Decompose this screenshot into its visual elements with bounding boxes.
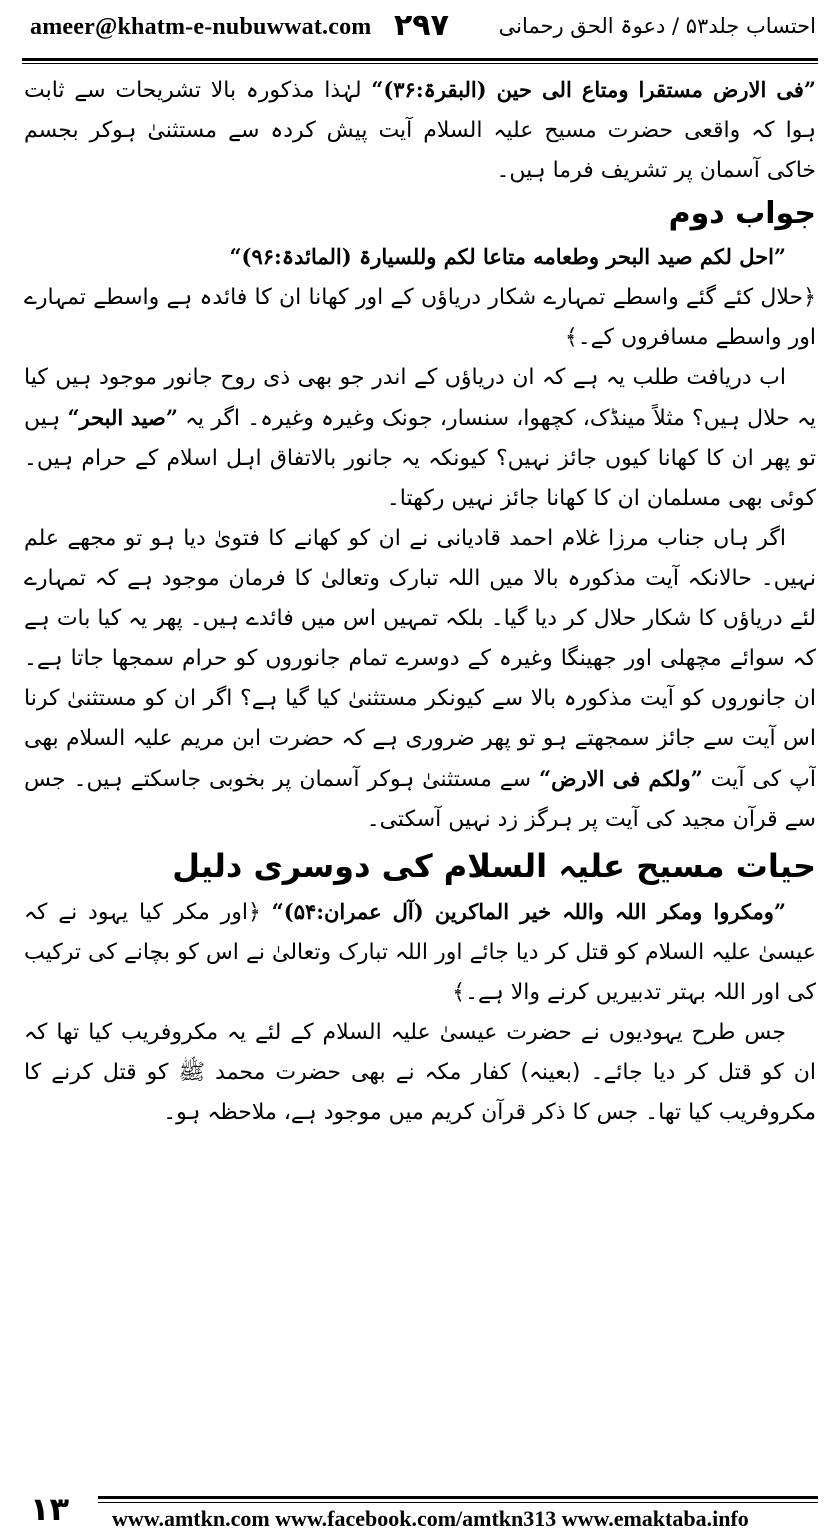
heading-jawab-dom: جواب دوم bbox=[668, 196, 816, 231]
header-page-number: ۲۹۷ bbox=[394, 8, 449, 43]
footer-page-number: ۱۳ bbox=[30, 1490, 70, 1528]
quran-quote-aal-imran: ”ومکروا ومکر اللہ واللہ خیر الماکرین (آل عمران:۵۴)“ bbox=[271, 899, 786, 924]
paragraph-1-text: لہٰذا مذکورہ بالا تشریحات سے ثابت ہوا کہ واقعی حضرت مسیح علیہ السلام آیت پیش کردہ سے مستثنیٰ ہوکر بجسم خاکی آسمان پر تشریف فرما ہیں۔ bbox=[24, 78, 816, 183]
translation-maidah: ﴿حلال کئے گئے واسطے تمہارے شکار دریاؤں کے اور کھانا ان کا فائدہ ہے واسطے تمہارے اور واسطے مسافروں کے۔﴾ bbox=[24, 285, 816, 350]
quran-quote-maidah bbox=[24, 237, 816, 278]
footer-rule-thin bbox=[98, 1502, 818, 1503]
header-title: احتساب جلد۵۳ / دعوۃ الحق رحمانی bbox=[498, 14, 816, 38]
header-rule bbox=[22, 58, 818, 64]
paragraph-3-text-a: اب دریافت طلب یہ ہے کہ ان دریاؤں کے اندر جو بھی ذی روح جانور موجود ہیں کیا یہ حلال ہیں؟ مثلاً مینڈک، کچھوا، سنسار، جونک وغیرہ وغیرہ۔ اگر یہ bbox=[24, 365, 816, 431]
paragraph-3-text-b: ہیں تو پھر ان کا کھانا کیوں جائز نہیں؟ کیونکہ یہ جانور بالاتفاق اہل اسلام کے حرام ہیں۔ کوئی بھی مسلمان ان کا کھانا جائز نہیں رکھتا۔ bbox=[24, 406, 816, 511]
paragraph-1 bbox=[24, 70, 816, 191]
quran-quote-maidah-text: ”احل لکم صید البحر وطعامه متاعا لکم وللسیارۃ (المائدۃ:۹۶)“ bbox=[229, 244, 786, 269]
quran-quote-baqarah: ”فی الارض مستقرا ومتاع الی حین (البقرۃ:۳۶)“ bbox=[371, 77, 816, 102]
paragraph-3 bbox=[24, 358, 816, 519]
header-email: ameer@khatm-e-nubuwwat.com bbox=[30, 14, 372, 40]
page-header bbox=[0, 0, 840, 68]
paragraph-5: جس طرح یہودیوں نے حضرت عیسیٰ علیہ السلام کے لئے یہ مکروفریب کیا تھا کہ ان کو قتل کر دیا جائے۔ (بعینہ) کفار مکہ نے بھی حضرت محمد ﷺ کو قتل کرنے کا مکروفریب کیا تھا۔ جس کا ذکر قرآن کریم میں موجود ہے، ملاحظہ ہو۔ bbox=[24, 1020, 816, 1125]
page-footer bbox=[0, 1488, 840, 1540]
footer-rule-thick bbox=[98, 1496, 818, 1499]
paragraph-4-text-b: سے مستثنیٰ ہوکر آسمان پر بخوبی جاسکتے ہیں۔ جس سے قرآن مجید کی آیت پر ہرگز زد نہیں آسکتی۔ bbox=[24, 767, 816, 832]
paragraph-4 bbox=[24, 519, 816, 840]
said-al-bahr-quote: ”صید البحر“ bbox=[67, 405, 178, 430]
footer-urls: www.amtkn.com www.facebook.com/amtkn313 www.emaktaba.info bbox=[112, 1506, 749, 1531]
heading-hayat-masih: حیات مسیح علیہ السلام کی دوسری دلیل bbox=[172, 847, 816, 885]
walakum-fil-ard-quote: ”ولکم فی الارض“ bbox=[539, 766, 703, 791]
paragraph-quote-aal-imran bbox=[24, 892, 816, 1013]
page-body bbox=[24, 70, 816, 1438]
paragraph-4-text-a: اگر ہاں جناب مرزا غلام احمد قادیانی نے ان کو کھانے کا فتویٰ دیا ہو تو مجھے علم نہیں۔ حالانکہ آیت مذکورہ بالا میں اللہ تبارک وتعالیٰ کا فرمان موجود ہے کہ تمہارے لئے دریاؤں کا شکار حلال کر دیا گیا۔ بلکہ تمہیں اس میں فائدے ہیں۔ پھر یہ کیا بات ہے کہ سوائے مچھلی اور جھینگا وغیرہ کے دوسرے تمام جانوروں کو حرام سمجھا جاتا ہے۔ ان جانوروں کو آیت مذکورہ بالا سے کیونکر مستثنیٰ کیا گیا ہے؟ اگر ان کو مستثنیٰ کرنا اس آیت سے جائز سمجھتے ہو تو پھر ضروری ہے کہ حضرت ابن مریم علیہ السلام بھی آپ کی آیت bbox=[24, 526, 816, 792]
translation-aal-imran: ﴿اور مکر کیا یہود نے کہ عیسیٰ علیہ السلام کو قتل کر دیا جائے اور اللہ تبارک وتعالیٰ نے اس کو بچانے کی ترکیب کی اور اللہ بہتر تدبیریں کرنے والا ہے۔﴾ bbox=[24, 900, 816, 1005]
